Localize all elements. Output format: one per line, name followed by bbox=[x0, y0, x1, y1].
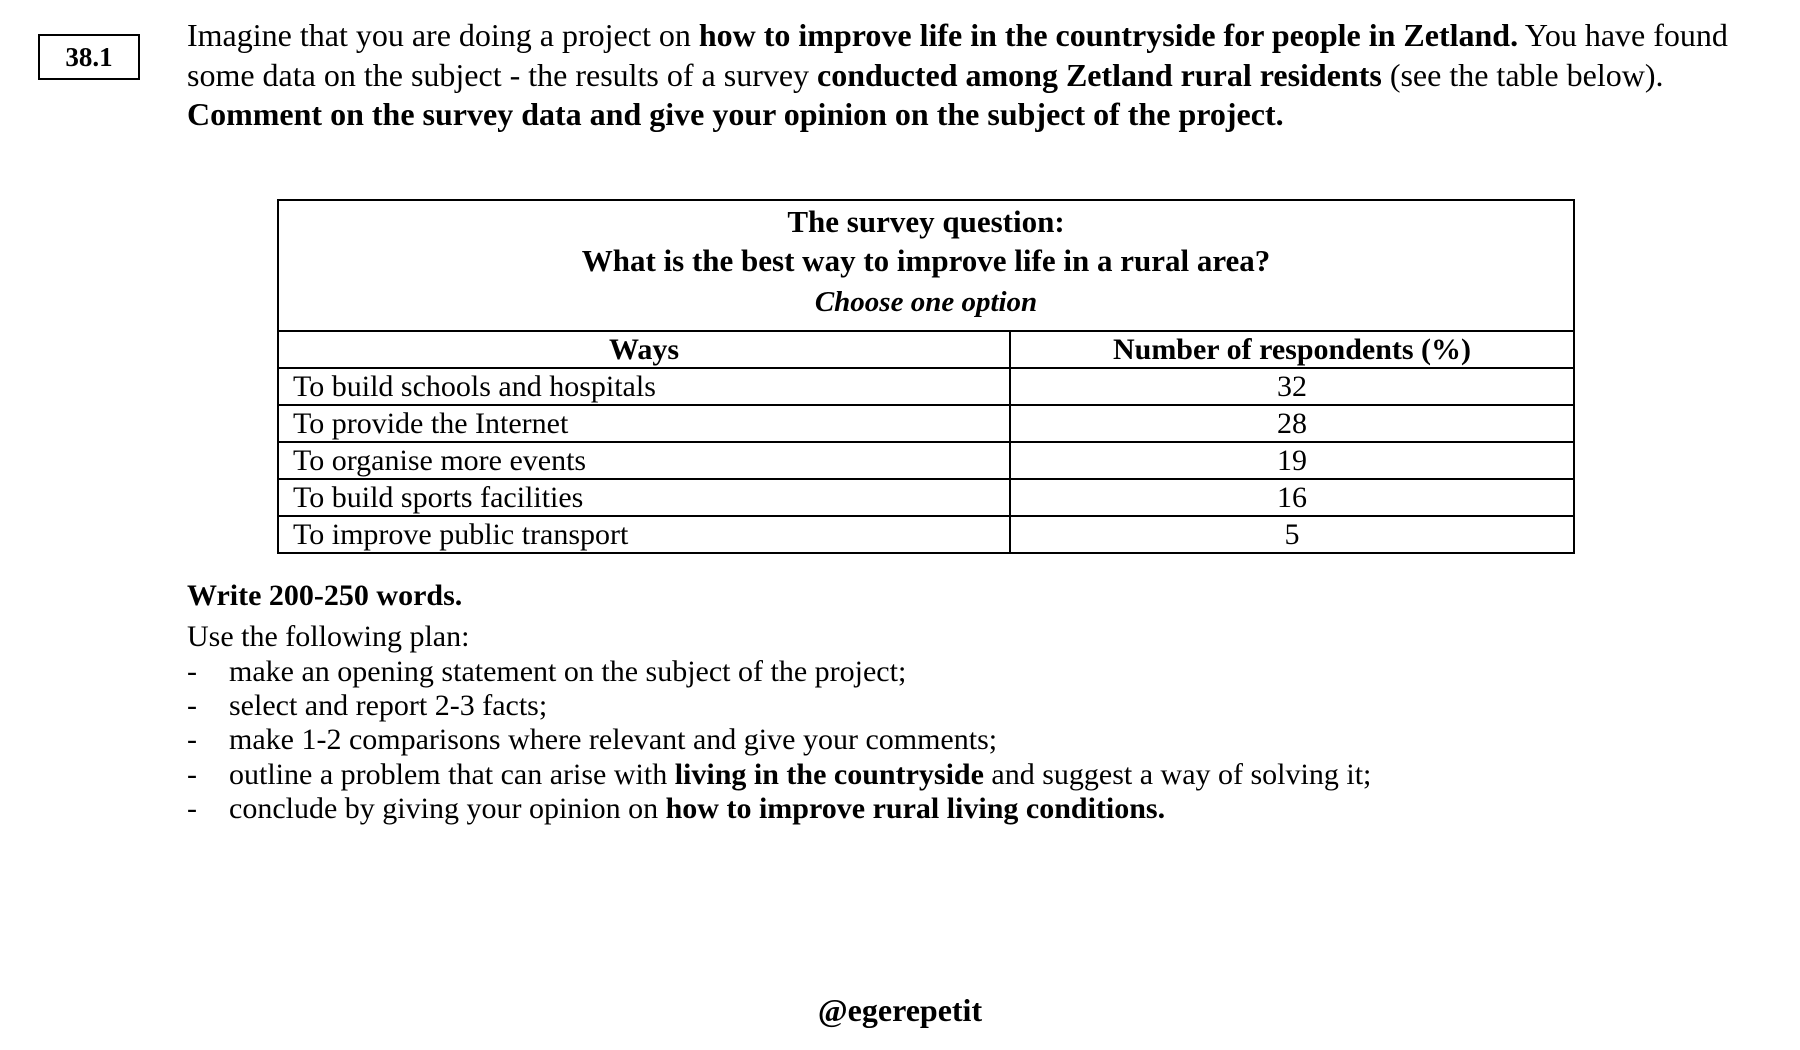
survey-question: What is the best way to improve life in a rural area? bbox=[581, 243, 1271, 278]
plan-item-text: outline a problem that can arise with bbox=[229, 757, 675, 791]
intro-text: Imagine that you are doing a project on bbox=[187, 17, 699, 53]
table-row bbox=[278, 516, 1574, 553]
intro-survey-group: conducted among Zetland rural residents bbox=[817, 56, 1382, 93]
percent-cell: 19 bbox=[1010, 442, 1574, 479]
way-cell: To provide the Internet bbox=[278, 405, 1010, 442]
column-header-row bbox=[278, 331, 1574, 368]
bullet-dash: - bbox=[187, 757, 197, 791]
plan-list bbox=[187, 655, 1371, 826]
plan-intro: Use the following plan: bbox=[187, 620, 470, 653]
plan-item bbox=[187, 792, 1371, 826]
table-row bbox=[278, 368, 1574, 405]
percent-cell: 5 bbox=[1010, 516, 1574, 553]
plan-item bbox=[187, 723, 1371, 757]
survey-title: The survey question: bbox=[787, 204, 1065, 239]
author-handle: @egerepetit bbox=[817, 992, 983, 1028]
percent-cell: 28 bbox=[1010, 405, 1574, 442]
plan-item bbox=[187, 655, 1371, 689]
survey-table bbox=[277, 199, 1575, 554]
way-cell: To improve public transport bbox=[278, 516, 1010, 553]
plan-item bbox=[187, 689, 1371, 723]
percent-cell: 16 bbox=[1010, 479, 1574, 516]
plan-item-text: make 1-2 comparisons where relevant and give your comments; bbox=[229, 723, 998, 757]
way-cell: To build sports facilities bbox=[278, 479, 1010, 516]
intro-paragraph bbox=[187, 16, 1747, 95]
plan-item-text: select and report 2-3 facts; bbox=[229, 689, 548, 723]
survey-option-note: Choose one option bbox=[814, 286, 1038, 318]
plan-item-text: and suggest a way of solving it; bbox=[983, 757, 1372, 791]
plan-item-emphasis: how to improve rural living conditions. bbox=[665, 791, 1166, 825]
plan-item-text: make an opening statement on the subject of the project; bbox=[229, 655, 907, 688]
bullet-dash: - bbox=[187, 655, 197, 688]
way-cell: To organise more events bbox=[278, 442, 1010, 479]
word-count-instruction: Write 200-250 words. bbox=[187, 579, 463, 612]
bullet-dash: - bbox=[187, 723, 197, 757]
bullet-dash: - bbox=[187, 689, 197, 723]
percent-cell: 32 bbox=[1010, 368, 1574, 405]
table-row bbox=[278, 405, 1574, 442]
survey-header bbox=[278, 200, 1574, 331]
plan-item bbox=[187, 758, 1371, 792]
column-header-respondents: Number of respondents (%) bbox=[1010, 331, 1574, 368]
instruction bbox=[187, 95, 1747, 135]
survey-header-row bbox=[278, 200, 1574, 331]
plan-item-emphasis: living in the countryside bbox=[674, 757, 984, 791]
way-cell: To build schools and hospitals bbox=[278, 368, 1010, 405]
intro-project-topic: how to improve life in the countryside for people in Zetland. bbox=[698, 17, 1519, 53]
table-row bbox=[278, 442, 1574, 479]
column-header-ways: Ways bbox=[278, 331, 1010, 368]
task-number-box: 38.1 bbox=[38, 34, 140, 80]
task-intro bbox=[187, 16, 1747, 135]
instruction-text: Comment on the survey data and give your opinion on the subject of the project. bbox=[187, 96, 1284, 132]
bullet-dash: - bbox=[187, 791, 197, 825]
plan-item-text: conclude by giving your opinion on bbox=[229, 791, 666, 825]
intro-text: You have found some data on the subject - the results of a survey bbox=[187, 17, 1728, 93]
table-row bbox=[278, 479, 1574, 516]
intro-text: (see the table below). bbox=[1381, 56, 1664, 93]
